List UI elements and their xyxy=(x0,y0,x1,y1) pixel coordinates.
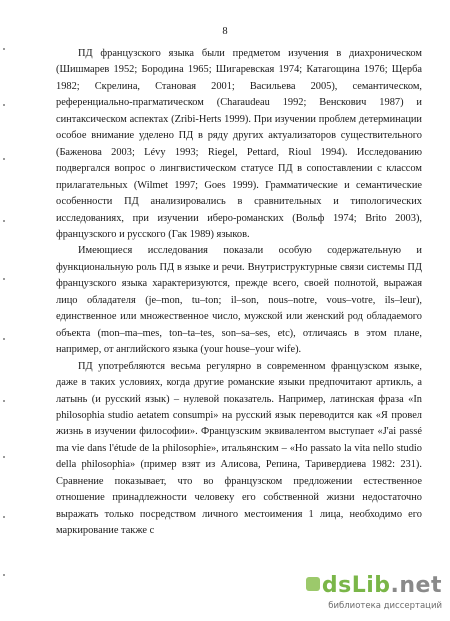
watermark-logo-text xyxy=(322,573,442,598)
watermark-brand: dsLib xyxy=(321,573,391,598)
paragraph-3: ПД употребляются весьма регулярно в современном французском языке, даже в таких условиях, когда другие романские языки предпочитают артикль, а латынь (и русский язык) – нулевой показатель. Например, латинская фраза «In philosophia studio aetatem consumpi» на русский язык переводится как «Я провел жизнь в изучении философии». Французским эквивалентом выступает «J'ai passé ma vie dans l'étude de la philosophie», итальянским – «Ho passato la vita nello studio della philosophia» (пример взят из Алисова, Репина, Таривердиева 1982: 231). Сравнение показывает, что во французском предложении естественное отношение принадлежности человеку его собственной жизни недостаточно выражать только посредством личного местоимения 1 лица, необходимо его маркирование также с xyxy=(56,360,422,537)
watermark-tld: net xyxy=(399,573,442,598)
watermark-tagline: библиотека диссертаций xyxy=(328,601,442,611)
watermark-dot: . xyxy=(390,573,400,598)
book-icon xyxy=(306,577,320,591)
paragraph-1: ПД французского языка были предметом изучения в диахроническом (Шишмарев 1952; Бородина 1965; Шигаревская 1974; Катагощина 1976; Щерба 1982; Скрелина, Становая 2001; Васильева 2005), семантическом, референциально-прагматическом (Charaudeau 1992; Венскович 1987) и синтаксическом аспектах (Zribi-Herts 1999). При изучении проблем детерминации особое внимание уделено ПД в ряду других актуализаторов существительного (Баженова 2003; Lévy 1993; Riegel, Pettard, Rioul 1994). Исследованию подвергался вопрос о лингвистическом статусе ПД в сопоставлении с классом прилагательных (Wilmet 1997; Goes 1999). Грамматические и семантические особенности ПД анализировались в сравнительных и типологических исследованиях, при изучении иберо-романских (Вольф 1974; Brito 2003), французского и русского (Гак 1989) языков. xyxy=(56,48,422,240)
scan-artifacts xyxy=(3,8,11,608)
page-number: 8 xyxy=(222,26,228,37)
dslib-watermark xyxy=(296,573,442,615)
document-body xyxy=(56,46,422,540)
paragraph-2: Имеющиеся исследования показали особую содержательную и функциональную роль ПД в языке и речи. Внутриструктурные связи системы ПД французского языка характеризуются, прежде всего, своей полнотой, выражая лицо обладателя (je–mon, tu–ton; il–son, nous–notre, vous–votre, ils–leur), единственное или множественное число, мужской или женский род обладаемого объекта (mon–ma–mes, ton–ta–tes, son–sa–ses, etc), отличаясь в этом плане, например, от английского языка (your house–your wife). xyxy=(56,245,422,356)
